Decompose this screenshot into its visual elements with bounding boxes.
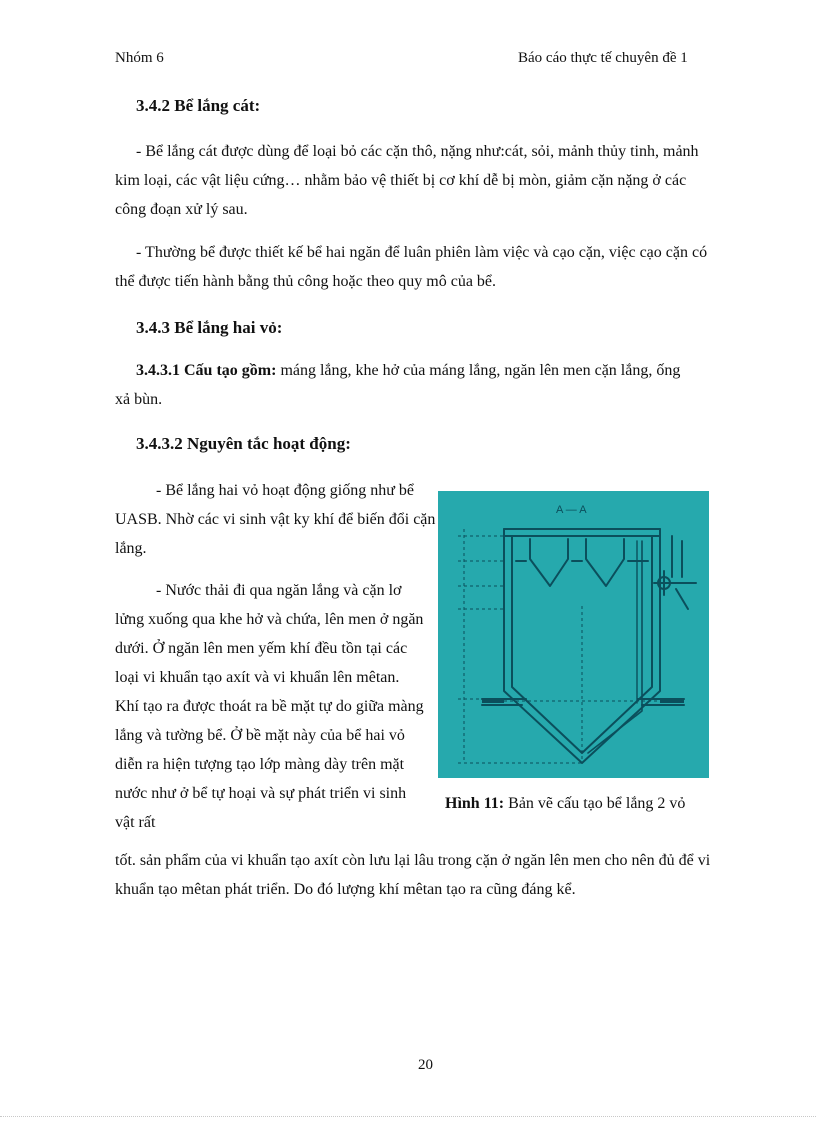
section-heading-3-4-3-2: 3.4.3.2 Nguyên tắc hoạt động: [136,434,351,453]
page-number: 20 [418,1057,433,1073]
figure-caption-text: Bản vẽ cấu tạo bể lắng 2 vỏ [504,795,686,812]
structure-text: máng lắng, khe hở của máng lắng, ngăn lên men cặn lắng, ống xả bùn. [115,362,681,408]
tank-outline [482,529,696,763]
paragraph-operation-1: - Bể lắng hai vỏ hoạt động giống như bể UASB. Nhờ các vi sinh vật ky khí để biến đổi cặn lắng. [115,482,436,557]
figure-caption-label: Hình 11: [445,795,505,812]
figure-imhoff-tank-drawing [438,491,709,778]
header-report-title: Báo cáo thực tế chuyên đề 1 [518,50,688,66]
page-border-dotted [0,1116,816,1117]
header-group-name: Nhóm 6 [115,50,164,66]
structure-label: 3.4.3.1 Cấu tạo gồm: [136,362,277,379]
figure-caption [445,795,685,813]
tank-drawing-svg [438,491,709,778]
section-heading-3-4-3: 3.4.3 Bể lắng hai vỏ: [136,318,283,337]
paragraph-structure [115,356,695,414]
paragraph-operation-2: - Nước thải đi qua ngăn lắng và cặn lơ lửng xuống qua khe hở và chứa, lên men ở ngăn dưới. Ở ngăn lên men yếm khí đều tồn tại các loại vi khuẩn tạo axít và vi khuẩn lên mêtan. Khí tạo ra được thoát ra bề mặt tự do giữa màng lắng và tường bể. Ở bề mặt này của bể hai vỏ diễn ra hiện tượng tạo lớp màng dày trên mặt nước như ở bể tự hoại và sự phát triển vi sinh vật rất [115,582,424,831]
section-heading-3-4-2: 3.4.2 Bể lắng cát: [136,96,261,115]
section-label-a-a: A — A [556,504,587,516]
paragraph-operation-3: tốt. sản phẩm của vi khuẩn tạo axít còn lưu lại lâu trong cặn ở ngăn lên men cho nên đủ để vi khuẩn tạo mêtan phát triển. Do đó lượng khí mêtan tạo ra cũng đáng kể. [115,852,711,898]
dimension-lines [458,529,660,763]
paragraph-sand-trap-design: - Thường bể được thiết kế bể hai ngăn để luân phiên làm việc và cạo cặn, việc cạo cặn có thể được tiến hành bằng thủ công hoặc theo quy mô của bể. [115,244,708,290]
paragraph-sand-trap-purpose: - Bể lắng cát được dùng để loại bỏ các cặn thô, nặng như:cát, sỏi, mảnh thủy tinh, mảnh kim loại, các vật liệu cứng… nhằm bảo vệ thiết bị cơ khí dễ bị mòn, giảm cặn nặng ở các công đoạn xử lý sau. [115,143,699,218]
